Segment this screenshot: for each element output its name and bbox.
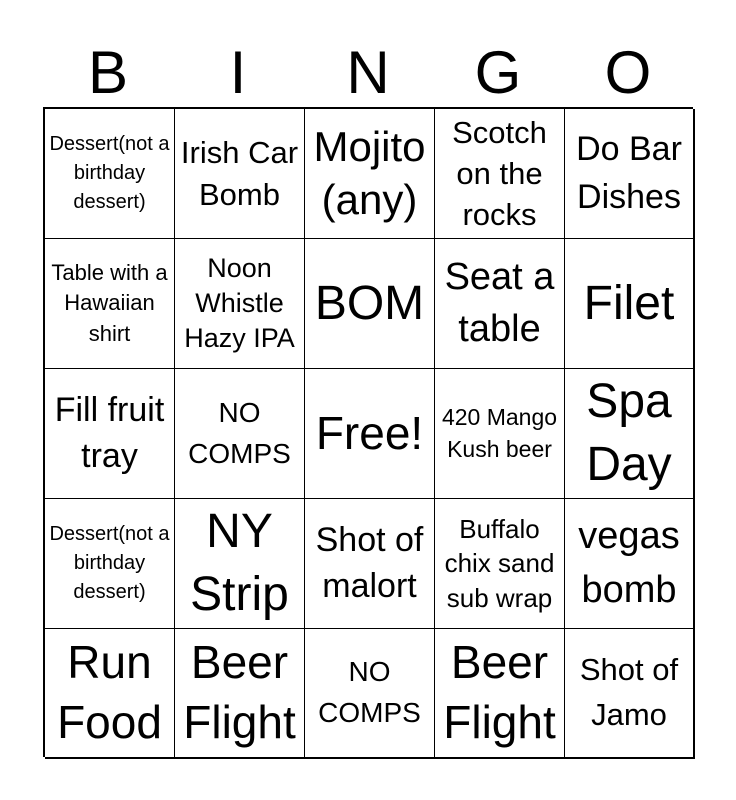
bingo-cell[interactable] <box>435 239 565 369</box>
bingo-cell[interactable] <box>565 109 695 239</box>
cell-label: 420 Mango Kush beer <box>441 403 558 462</box>
bingo-cell[interactable] <box>45 499 175 629</box>
bingo-board <box>43 107 693 757</box>
cell-label: Dessert(not a birthday dessert) <box>49 523 170 603</box>
bingo-header <box>43 38 693 108</box>
bingo-cell[interactable] <box>305 369 435 499</box>
bingo-cell[interactable] <box>565 369 695 499</box>
bingo-cell[interactable] <box>45 369 175 499</box>
bingo-cell[interactable] <box>305 239 435 369</box>
bingo-cell[interactable] <box>45 239 175 369</box>
cell-label: Run Food <box>57 636 162 748</box>
bingo-cell[interactable] <box>305 629 435 759</box>
bingo-cell[interactable] <box>45 629 175 759</box>
cell-label: Scotch on the rocks <box>452 114 547 233</box>
cell-label: Beer Flight <box>183 636 296 748</box>
cell-label: vegas bomb <box>578 515 680 611</box>
cell-label: NO COMPS <box>188 396 291 469</box>
header-letter-i: I <box>229 39 247 106</box>
bingo-cell[interactable] <box>175 109 305 239</box>
cell-label: Fill fruit tray <box>54 390 165 475</box>
bingo-cell[interactable] <box>305 109 435 239</box>
cell-label: BOM <box>314 276 425 330</box>
cell-label: Buffalo chix sand sub wrap <box>444 513 555 613</box>
cell-label: Noon Whistle Hazy IPA <box>184 252 295 354</box>
cell-label: Filet <box>583 276 675 330</box>
cell-label: Irish Car Bomb <box>180 135 299 212</box>
header-letter-g: G <box>474 39 522 106</box>
cell-label: Mojito (any) <box>313 123 426 223</box>
bingo-cell[interactable] <box>45 109 175 239</box>
bingo-cell[interactable] <box>175 499 305 629</box>
cell-label: NO COMPS <box>318 656 421 728</box>
bingo-cell[interactable] <box>435 499 565 629</box>
cell-label: Spa Day <box>586 375 672 491</box>
cell-label: Beer Flight <box>443 636 556 748</box>
bingo-cell[interactable] <box>305 499 435 629</box>
bingo-cell[interactable] <box>435 109 565 239</box>
bingo-cell[interactable] <box>565 239 695 369</box>
cell-label: Table with a Hawaiian shirt <box>51 259 168 346</box>
header-letter-o: O <box>604 39 652 106</box>
bingo-cell[interactable] <box>435 629 565 759</box>
header-letter-b: B <box>87 39 129 106</box>
cell-label: Dessert(not a birthday dessert) <box>49 133 170 213</box>
bingo-cell[interactable] <box>565 499 695 629</box>
cell-label: Do Bar Dishes <box>576 129 682 216</box>
cell-label: Shot of malort <box>315 520 424 605</box>
cell-label: NY Strip <box>190 505 289 621</box>
cell-label: Free! <box>315 406 424 459</box>
bingo-cell[interactable] <box>435 369 565 499</box>
bingo-cell[interactable] <box>175 369 305 499</box>
bingo-cell[interactable] <box>565 629 695 759</box>
bingo-cell[interactable] <box>175 629 305 759</box>
cell-label: Shot of Jamo <box>579 652 679 732</box>
bingo-cell[interactable] <box>175 239 305 369</box>
header-letter-n: N <box>346 39 390 106</box>
cell-label: Seat a table <box>444 256 555 350</box>
